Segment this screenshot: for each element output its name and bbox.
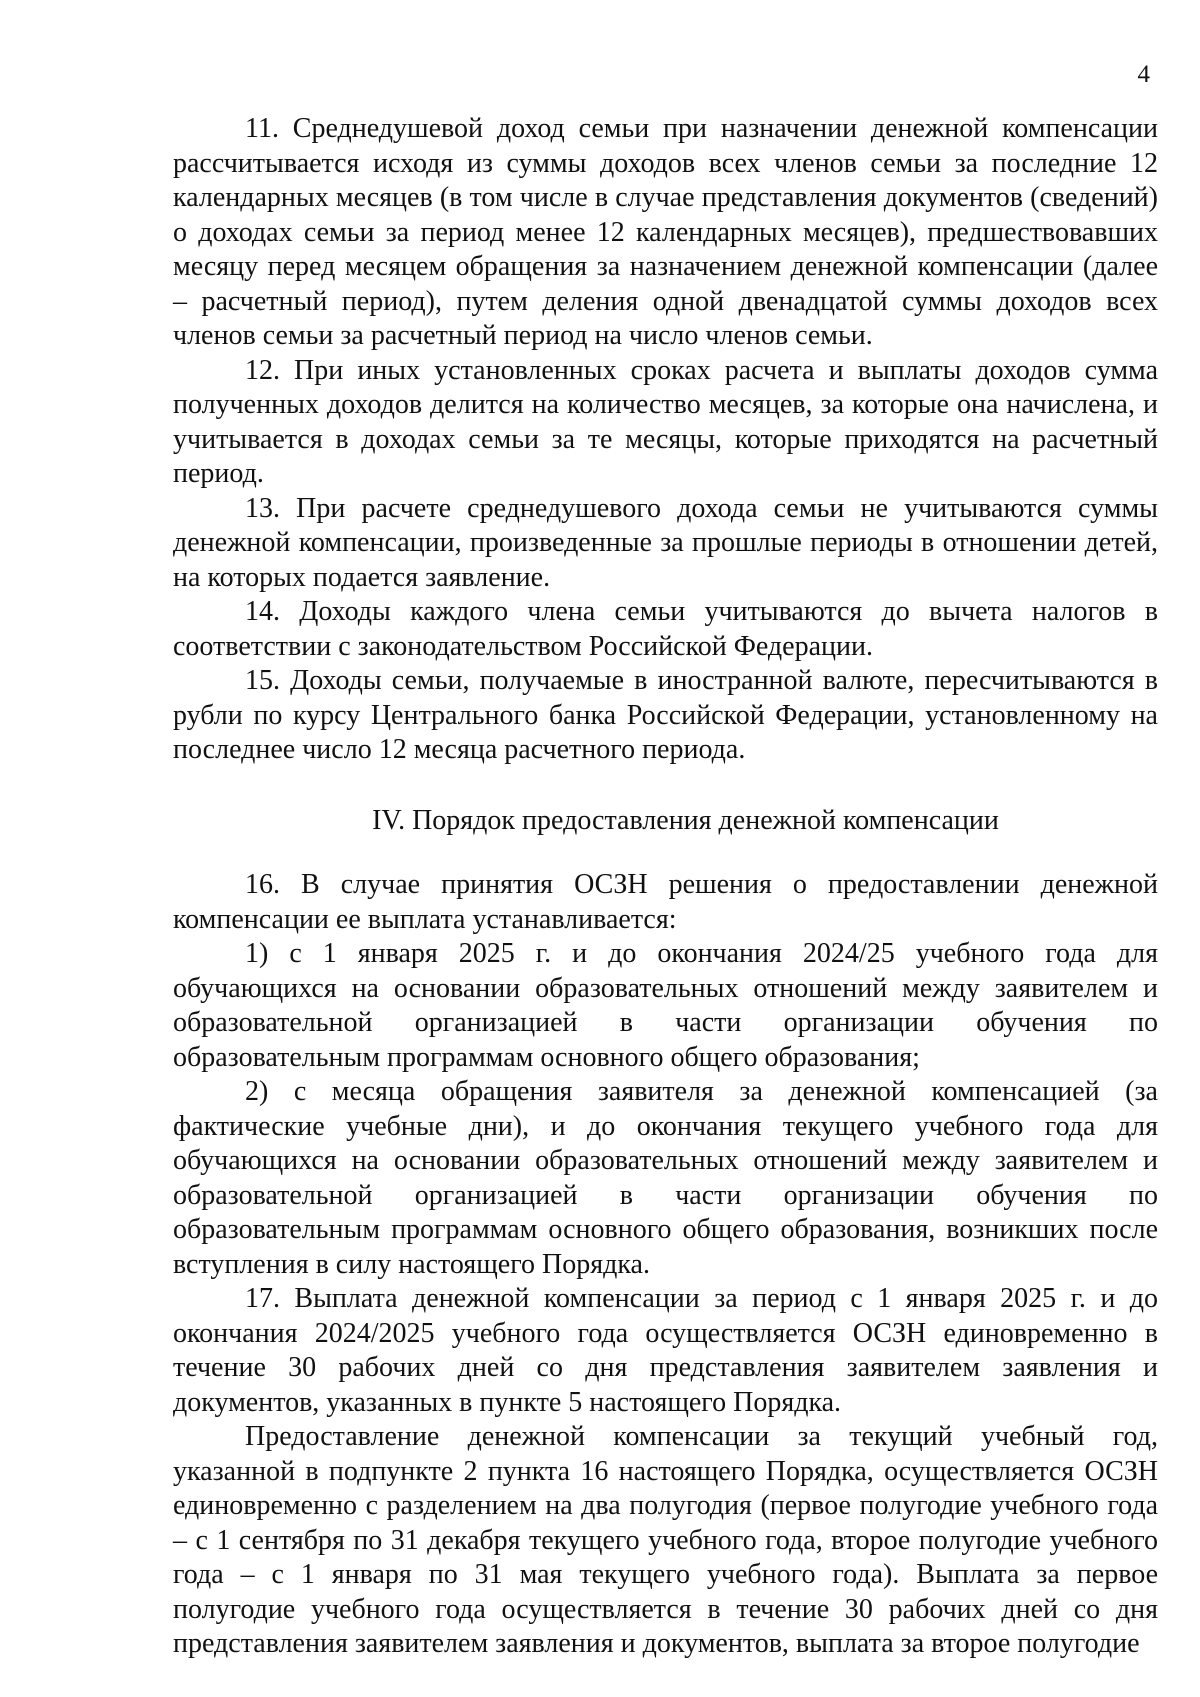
paragraph-13: 13. При расчете среднедушевого дохода семьи не учитываются суммы денежной компенсации, произведенные за прошлые периоды в отношении детей, на которых подается заявление. xyxy=(173,492,1158,593)
paragraph-14: 14. Доходы каждого члена семьи учитываются до вычета налогов в соответствии с законодательством Российской Федерации. xyxy=(173,596,1158,662)
paragraph-16: 16. В случае принятия ОСЗН решения о предоставлении денежной компенсации ее выплата устанавливается: xyxy=(173,869,1158,935)
paragraph-15: 15. Доходы семьи, получаемые в иностранной валюте, пересчитываются в рубли по курсу Центрального банка Российской Федерации, установленному на последнее число 12 месяца расчетного периода. xyxy=(173,665,1158,765)
document-body xyxy=(173,112,1158,1662)
paragraph-17: 17. Выплата денежной компенсации за период с 1 января 2025 г. и до окончания 2024/2025 учебного года осуществляется ОСЗН единовременно в течение 30 рабочих дней со дня представления заявителем заявления и документов, указанных в пункте 5 настоящего Порядка. xyxy=(173,1283,1158,1418)
section-heading: IV. Порядок предоставления денежной компенсации xyxy=(372,804,999,836)
subparagraph-16-2: 2) с месяца обращения заявителя за денежной компенсацией (за фактические учебные дни), и до окончания текущего учебного года для обучающихся на основании образовательных отношений между заявителем и образовательной организацией в части организации обучения по образовательным программам основного общего образования, возникших после вступления в силу настоящего Порядка. xyxy=(173,1076,1158,1280)
paragraph-12: 12. При иных установленных сроках расчета и выплаты доходов сумма полученных доходов делится на количество месяцев, за которые она начислена, и учитывается в доходах семьи за те месяцы, которые приходятся на расчетный период. xyxy=(173,354,1158,489)
paragraph-17-continuation: Предоставление денежной компенсации за текущий учебный год, указанной в подпункте 2 пункта 16 настоящего Порядка, осуществляется ОСЗН единовременно с разделением на два полугодия (первое полугодие учебного года – с 1 сентября по 31 декабря текущего учебного года, второе полугодие учебного года – с 1 января по 31 мая текущего учебного года). Выплата за первое полугодие учебного года осуществляется в течение 30 рабочих дней со дня представления заявителем заявления и документов, выплата за второе полугодие xyxy=(173,1421,1158,1659)
paragraph-11: 11. Среднедушевой доход семьи при назначении денежной компенсации рассчитывается исходя из суммы доходов всех членов семьи за последние 12 календарных месяцев (в том числе в случае представления документов (сведений) о доходах семьи за период менее 12 календарных месяцев), предшествовавших месяцу перед месяцем обращения за назначением денежной компенсации (далее – расчетный период), путем деления одной двенадцатой суммы доходов всех членов семьи за расчетный период на число членов семьи. xyxy=(173,113,1158,351)
subparagraph-16-1: 1) с 1 января 2025 г. и до окончания 2024/25 учебного года для обучающихся на основании образовательных отношений между заявителем и образовательной организацией в части организации обучения по образовательным программам основного общего образования; xyxy=(173,938,1158,1073)
page-number: 4 xyxy=(1137,61,1150,88)
